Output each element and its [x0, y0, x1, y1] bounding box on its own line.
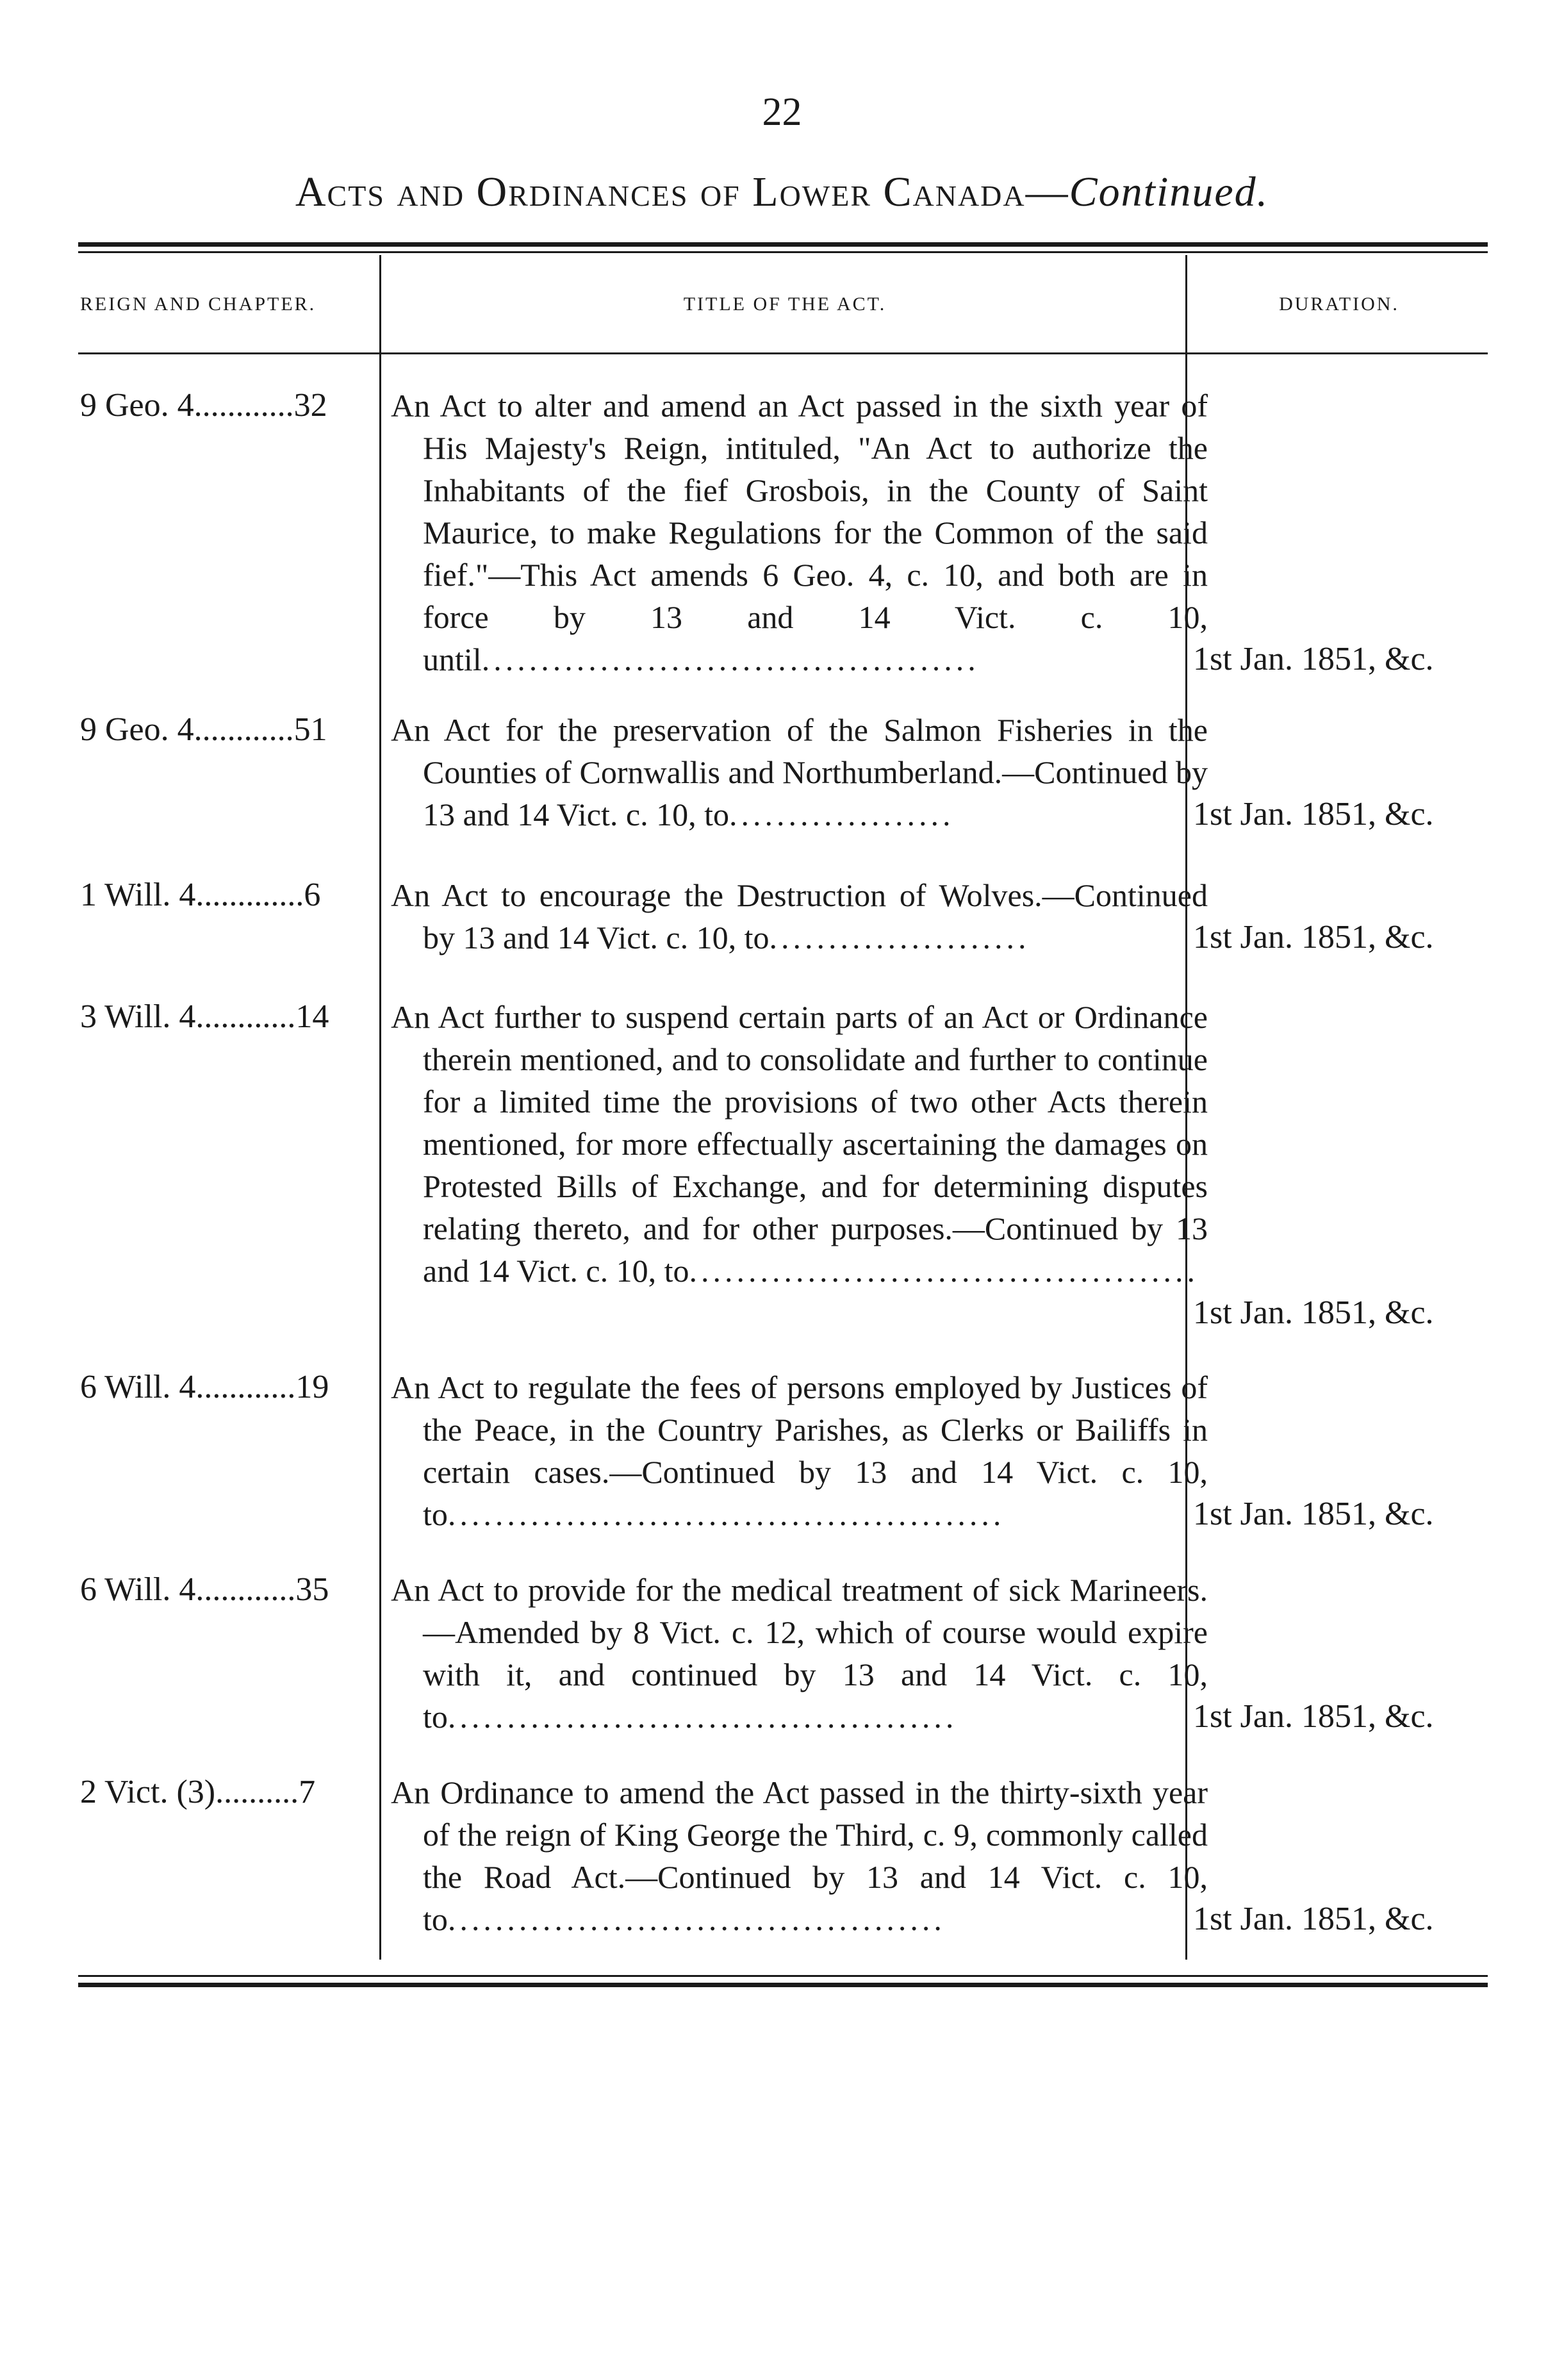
leader-dots: ..........................................	[481, 641, 980, 677]
running-title-continued: Continued.	[1069, 169, 1269, 215]
leader-dots: ......................	[769, 920, 1030, 955]
running-title-main: Acts and Ordinances of Lower Canada	[295, 169, 1026, 215]
act-title	[391, 1366, 1208, 1535]
leader-dots: ...........................................	[447, 1699, 958, 1735]
act-title	[391, 384, 1208, 681]
reign-and-chapter: 2 Vict. (3)..........7	[80, 1774, 316, 1810]
act-title-text: An Act further to suspend certain parts of an Act or Ordinance therein mentioned, and to consolidate and further to continue for a limited time the provisions of two other Acts therein mentioned, for more effectually ascertaining the damages on Protested Bills of Exchange, and for determining disputes relating thereto, and for other purposes.—Continued by 13 and 14 Vict. c. 10, to	[391, 999, 1208, 1289]
leader-dots: ...................	[728, 797, 955, 832]
duration: 1st Jan. 1851, &c.	[1193, 1496, 1434, 1532]
leader-dots: ..........................................	[447, 1901, 946, 1937]
column-divider-left	[379, 255, 381, 1960]
act-title	[391, 874, 1208, 959]
duration: 1st Jan. 1851, &c.	[1193, 1901, 1434, 1937]
act-title-text: An Act to alter and amend an Act passed in the sixth year of His Majesty's Reign, intituled, "An Act to authorize the Inhabitants of the fief Grosbois, in the County of Saint Maurice, to make Regulations for the Common of the said fief."—This Act amends 6 Geo. 4, c. 10, and both are in force by 13 and 14 Vict. c. 10, until	[391, 388, 1208, 677]
duration: 1st Jan. 1851, &c.	[1193, 1698, 1434, 1735]
running-title	[0, 168, 1564, 217]
bottom-thin-rule	[78, 1975, 1488, 1977]
header-duration: DURATION.	[1279, 293, 1399, 315]
header-reign-and-chapter: REIGN AND CHAPTER.	[80, 293, 317, 315]
reign-and-chapter: 6 Will. 4............35	[80, 1571, 329, 1608]
page-number: 22	[762, 90, 802, 134]
reign-and-chapter: 6 Will. 4............19	[80, 1369, 329, 1405]
act-title	[391, 709, 1208, 836]
reign-and-chapter: 9 Geo. 4............51	[80, 711, 327, 748]
header-title-of-act: TITLE OF THE ACT.	[683, 293, 887, 315]
reign-and-chapter: 1 Will. 4.............6	[80, 877, 321, 913]
act-title	[391, 996, 1208, 1292]
top-thin-rule	[78, 251, 1488, 253]
act-title-text: An Act to regulate the fees of persons employed by Justices of the Peace, in the Country Parishes, as Clerks or Bailiffs in certain cases.—Continued by 13 and 14 Vict. c. 10, to	[391, 1369, 1208, 1532]
leader-dots: ...........................................	[689, 1253, 1199, 1289]
act-title-text: An Act for the preservation of the Salmon Fisheries in the Counties of Cornwallis and Northumberland.—Continued by 13 and 14 Vict. c. 10, to	[391, 712, 1208, 832]
act-title	[391, 1771, 1208, 1940]
running-title-dash: —	[1025, 169, 1069, 215]
act-title-text: An Act to provide for the medical treatment of sick Marineers.—Amended by 8 Vict. c. 12, which of course would expire with it, and continued by 13 and 14 Vict. c. 10, to	[391, 1572, 1208, 1735]
reign-and-chapter: 3 Will. 4............14	[80, 998, 329, 1035]
bottom-thick-rule	[78, 1983, 1488, 1987]
top-thick-rule	[78, 242, 1488, 247]
act-title	[391, 1569, 1208, 1738]
duration: 1st Jan. 1851, &c.	[1193, 641, 1434, 677]
act-title-text: An Ordinance to amend the Act passed in the thirty-sixth year of the reign of King George the Third, c. 9, commonly called the Road Act.—Continued by 13 and 14 Vict. c. 10, to	[391, 1774, 1208, 1937]
leader-dots: ...............................................	[447, 1496, 1005, 1532]
reign-and-chapter: 9 Geo. 4............32	[80, 387, 327, 424]
act-title-text: An Act to encourage the Destruction of Wolves.—Continued by 13 and 14 Vict. c. 10, to	[391, 877, 1208, 955]
duration: 1st Jan. 1851, &c.	[1193, 1294, 1434, 1331]
header-rule	[78, 352, 1488, 354]
duration: 1st Jan. 1851, &c.	[1193, 919, 1434, 955]
duration: 1st Jan. 1851, &c.	[1193, 796, 1434, 832]
